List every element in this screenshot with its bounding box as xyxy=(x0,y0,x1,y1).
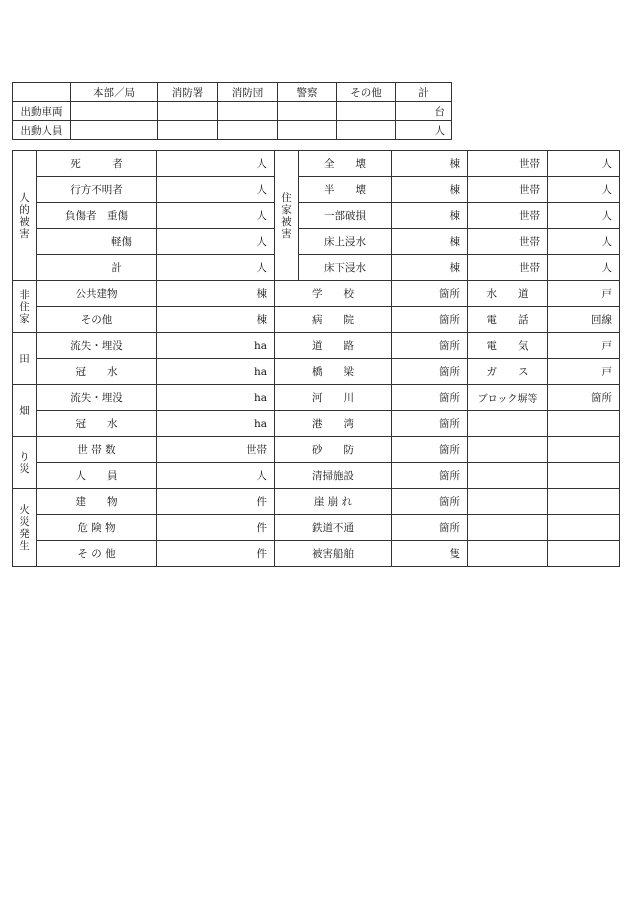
unit-cell[interactable]: ha xyxy=(157,385,275,411)
row-label: 出動人員 xyxy=(13,121,71,140)
row-label: 建 物 xyxy=(37,489,157,515)
unit-cell[interactable]: 棟 xyxy=(392,151,468,177)
row-label: 一部破損 xyxy=(299,203,392,229)
dispatch-header-blank xyxy=(13,83,71,102)
empty-cell[interactable] xyxy=(548,437,620,463)
unit-cell[interactable]: 箇所 xyxy=(392,515,468,541)
group-label-paddy: 田 xyxy=(13,333,37,385)
unit-cell[interactable]: 世帯 xyxy=(468,255,548,281)
table-row xyxy=(13,177,620,203)
unit-cell[interactable]: 世帯 xyxy=(468,177,548,203)
group-label-human: 人的被害 xyxy=(13,151,37,281)
row-label: 電 気 xyxy=(468,333,548,359)
table-row xyxy=(13,151,620,177)
unit-cell[interactable]: 人 xyxy=(548,203,620,229)
row-label: 道 路 xyxy=(275,333,392,359)
unit-cell[interactable]: 戸 xyxy=(548,333,620,359)
unit-cell[interactable]: 件 xyxy=(157,489,275,515)
row-label: 砂 防 xyxy=(275,437,392,463)
unit-cell[interactable]: 世帯 xyxy=(468,151,548,177)
input-cell[interactable] xyxy=(337,102,396,121)
dispatch-header-other: その他 xyxy=(337,83,396,102)
table-row xyxy=(13,255,620,281)
unit-cell[interactable]: 箇所 xyxy=(392,489,468,515)
input-cell[interactable] xyxy=(158,121,218,140)
unit-cell[interactable]: 棟 xyxy=(392,177,468,203)
empty-cell[interactable] xyxy=(468,489,548,515)
row-label: 冠 水 xyxy=(37,359,157,385)
table-row xyxy=(13,281,620,307)
empty-cell[interactable] xyxy=(468,463,548,489)
unit-cell[interactable]: 人 xyxy=(157,203,275,229)
empty-cell[interactable] xyxy=(468,541,548,567)
unit-cell[interactable]: 棟 xyxy=(392,255,468,281)
unit-cell[interactable]: 人 xyxy=(548,151,620,177)
dispatch-header-police: 警察 xyxy=(278,83,337,102)
row-label: そ の 他 xyxy=(37,541,157,567)
table-row xyxy=(13,307,620,333)
dispatch-header-hq: 本部／局 xyxy=(71,83,158,102)
unit-cell[interactable]: 箇所 xyxy=(392,385,468,411)
unit-cell[interactable]: 人 xyxy=(548,229,620,255)
unit-cell[interactable]: 回線 xyxy=(548,307,620,333)
row-label: 床上浸水 xyxy=(299,229,392,255)
unit-cell[interactable]: 人 xyxy=(157,177,275,203)
dispatch-header-row xyxy=(13,83,452,102)
table-row xyxy=(13,359,620,385)
table-row xyxy=(13,229,620,255)
row-label: 河 川 xyxy=(275,385,392,411)
unit-cell[interactable]: 箇所 xyxy=(392,281,468,307)
table-row xyxy=(13,333,620,359)
input-cell[interactable] xyxy=(158,102,218,121)
unit-cell[interactable]: ha xyxy=(157,333,275,359)
unit-cell[interactable]: 隻 xyxy=(392,541,468,567)
unit-cell[interactable]: 件 xyxy=(157,541,275,567)
row-label: 港 湾 xyxy=(275,411,392,437)
input-cell[interactable] xyxy=(337,121,396,140)
unit-cell[interactable]: 世帯 xyxy=(157,437,275,463)
group-label-victims: り災 xyxy=(13,437,37,489)
row-label: 流失・埋没 xyxy=(37,333,157,359)
unit-cell[interactable]: 箇所 xyxy=(548,385,620,411)
damage-table xyxy=(12,150,620,567)
row-label: 崖 崩 れ xyxy=(275,489,392,515)
row-label: 流失・埋没 xyxy=(37,385,157,411)
row-label: 床下浸水 xyxy=(299,255,392,281)
unit-cell[interactable]: 棟 xyxy=(157,281,275,307)
row-label: ブロック塀等 xyxy=(468,385,548,411)
row-label: ガ ス xyxy=(468,359,548,385)
table-row xyxy=(13,515,620,541)
row-label: 出動車両 xyxy=(13,102,71,121)
row-label: 計 xyxy=(37,255,157,281)
unit-cell[interactable]: 人 xyxy=(157,463,275,489)
input-cell[interactable] xyxy=(71,121,158,140)
table-row xyxy=(13,463,620,489)
row-label: 公共建物 xyxy=(37,281,157,307)
row-label: 人 員 xyxy=(37,463,157,489)
input-cell[interactable] xyxy=(71,102,158,121)
unit-cell[interactable]: ha xyxy=(157,411,275,437)
unit-cell[interactable]: 人 xyxy=(396,121,452,140)
unit-cell[interactable]: 棟 xyxy=(157,307,275,333)
row-label: 半 壊 xyxy=(299,177,392,203)
unit-cell[interactable]: 件 xyxy=(157,515,275,541)
empty-cell[interactable] xyxy=(548,489,620,515)
unit-cell[interactable]: 台 xyxy=(396,102,452,121)
row-label: 電 話 xyxy=(468,307,548,333)
row-label: 水 道 xyxy=(468,281,548,307)
unit-cell[interactable]: 箇所 xyxy=(392,463,468,489)
empty-cell[interactable] xyxy=(548,411,620,437)
dispatch-vehicles-row xyxy=(13,102,452,121)
unit-cell[interactable]: 人 xyxy=(157,255,275,281)
unit-cell[interactable]: 戸 xyxy=(548,281,620,307)
unit-cell[interactable]: 戸 xyxy=(548,359,620,385)
table-row xyxy=(13,541,620,567)
dispatch-table xyxy=(12,82,452,140)
group-label-non-housing: 非住家 xyxy=(13,281,37,333)
row-label: 全 壊 xyxy=(299,151,392,177)
unit-cell[interactable]: 棟 xyxy=(392,203,468,229)
row-label: 被害船舶 xyxy=(275,541,392,567)
empty-cell[interactable] xyxy=(468,437,548,463)
empty-cell[interactable] xyxy=(548,463,620,489)
table-row xyxy=(13,437,620,463)
dispatch-header-fire-station: 消防署 xyxy=(158,83,218,102)
unit-cell[interactable]: 世帯 xyxy=(468,229,548,255)
unit-cell[interactable]: 人 xyxy=(157,151,275,177)
row-label: 死 者 xyxy=(37,151,157,177)
unit-cell[interactable]: 箇所 xyxy=(392,359,468,385)
group-label-housing: 住家被害 xyxy=(275,151,299,281)
row-label: 負傷者 重傷 xyxy=(37,203,157,229)
row-label: 橋 梁 xyxy=(275,359,392,385)
empty-cell[interactable] xyxy=(548,515,620,541)
input-cell[interactable] xyxy=(218,121,278,140)
unit-cell[interactable]: 箇所 xyxy=(392,307,468,333)
row-label: 清掃施設 xyxy=(275,463,392,489)
table-row xyxy=(13,489,620,515)
empty-cell[interactable] xyxy=(468,411,548,437)
dispatch-header-fire-corps: 消防団 xyxy=(218,83,278,102)
unit-cell[interactable]: ha xyxy=(157,359,275,385)
dispatch-header-total: 計 xyxy=(396,83,452,102)
table-row xyxy=(13,203,620,229)
row-label: 学 校 xyxy=(275,281,392,307)
row-label: 軽傷 xyxy=(37,229,157,255)
table-row xyxy=(13,385,620,411)
row-label: 冠 水 xyxy=(37,411,157,437)
unit-cell[interactable]: 人 xyxy=(157,229,275,255)
unit-cell[interactable]: 箇所 xyxy=(392,437,468,463)
unit-cell[interactable]: 人 xyxy=(548,177,620,203)
table-row xyxy=(13,411,620,437)
empty-cell[interactable] xyxy=(468,515,548,541)
input-cell[interactable] xyxy=(218,102,278,121)
group-label-field: 畑 xyxy=(13,385,37,437)
input-cell[interactable] xyxy=(278,102,337,121)
dispatch-personnel-row xyxy=(13,121,452,140)
unit-cell[interactable]: 棟 xyxy=(392,229,468,255)
unit-cell[interactable]: 世帯 xyxy=(468,203,548,229)
row-label: 世 帯 数 xyxy=(37,437,157,463)
row-label: 危 険 物 xyxy=(37,515,157,541)
group-label-fire: 火災発生 xyxy=(13,489,37,567)
empty-cell[interactable] xyxy=(548,541,620,567)
unit-cell[interactable]: 人 xyxy=(548,255,620,281)
row-label: その他 xyxy=(37,307,157,333)
row-label: 行方不明者 xyxy=(37,177,157,203)
unit-cell[interactable]: 箇所 xyxy=(392,411,468,437)
row-label: 鉄道不通 xyxy=(275,515,392,541)
row-label: 病 院 xyxy=(275,307,392,333)
input-cell[interactable] xyxy=(278,121,337,140)
unit-cell[interactable]: 箇所 xyxy=(392,333,468,359)
